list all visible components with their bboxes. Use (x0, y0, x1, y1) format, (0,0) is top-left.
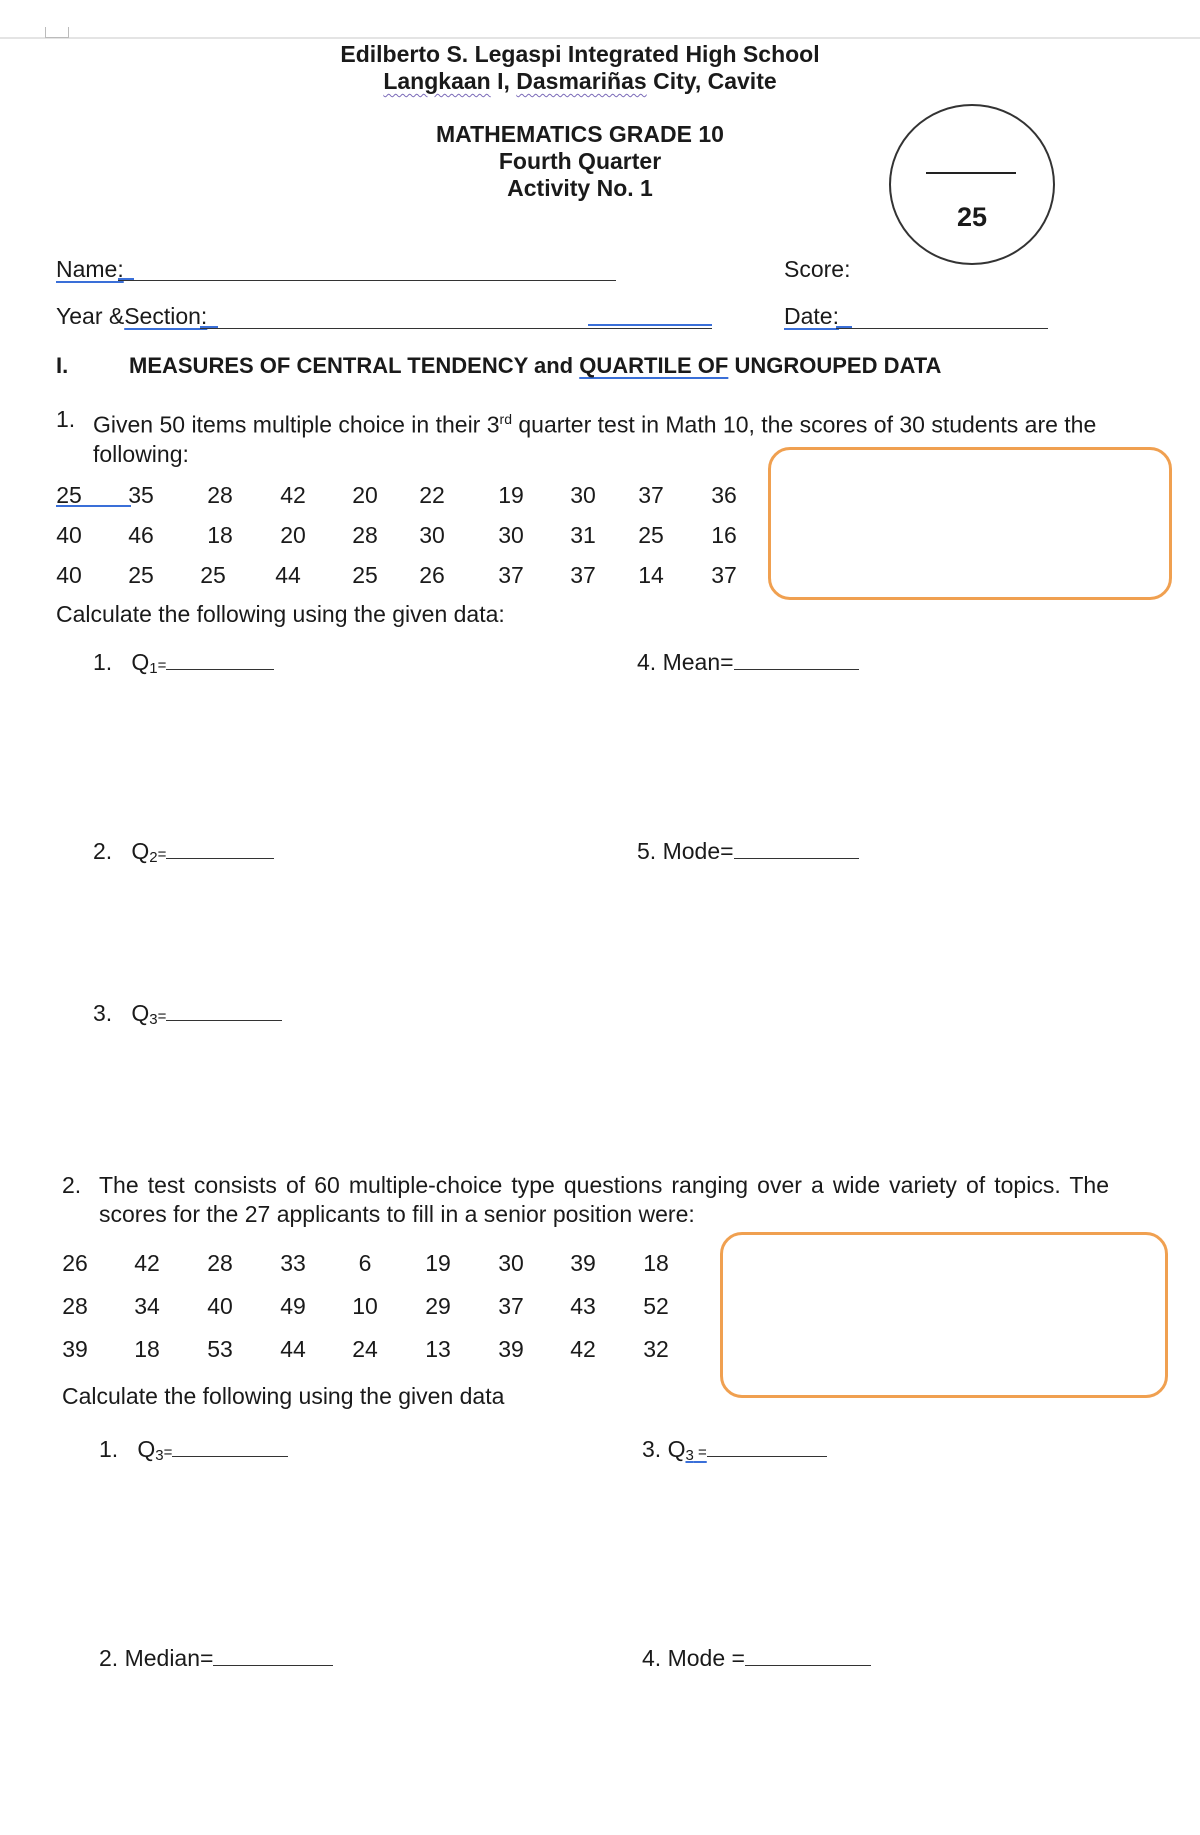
p1-q2-item: 2. $Q_2=$ (93, 838, 274, 866)
score-blank-line (926, 172, 1016, 174)
first-cell-underline (56, 505, 131, 507)
table-cell: 28 (207, 482, 233, 508)
p1-mode-answer-blank[interactable] (734, 858, 859, 859)
table-cell: 37 (711, 562, 737, 588)
table-cell: 37 (498, 1293, 524, 1319)
table-cell: 24 (352, 1336, 378, 1362)
p2-median-answer-blank[interactable] (213, 1665, 333, 1666)
p1-q3-answer-blank[interactable] (166, 1020, 282, 1021)
year-section-label: Year &Section: (56, 303, 208, 329)
table-cell: 31 (570, 522, 596, 548)
p2-q3-answer-blank-1[interactable] (172, 1456, 288, 1457)
table-cell: 40 (56, 522, 82, 548)
p1-mean-item: 4. Mean= (637, 649, 859, 676)
problem2-text-line1: The test consists of 60 multiple-choice type questions ranging over a wide variety of topics. The (99, 1172, 1109, 1198)
table-cell: 20 (280, 522, 306, 548)
table-cell: 49 (280, 1293, 306, 1319)
problem2-answer-box[interactable] (720, 1232, 1168, 1398)
table-cell: 37 (498, 562, 524, 588)
problem1-instruction: Calculate the following using the given data: (56, 601, 505, 627)
school-name: Edilberto S. Legaspi Integrated High School (340, 41, 820, 67)
table-cell: 42 (280, 482, 306, 508)
p1-q1-item: 1. $Q_1=$ (93, 649, 274, 677)
address-part-4: City, Cavite (646, 68, 777, 94)
p1-mode-item: 5. Mode= (637, 838, 859, 865)
problem2-number: 2. (62, 1172, 82, 1198)
table-cell: 40 (56, 562, 82, 588)
table-cell: 25 (200, 562, 226, 588)
activity-title: Activity No. 1 (507, 175, 653, 201)
table-cell: 25 (128, 562, 154, 588)
table-cell: 18 (643, 1250, 669, 1276)
date-label: Date: (784, 303, 839, 329)
table-cell: 28 (62, 1293, 88, 1319)
p2-median-item: 2. Median= (99, 1645, 333, 1672)
p1-mean-answer-blank[interactable] (734, 669, 859, 670)
table-cell: 30 (498, 1250, 524, 1276)
table-cell: 25 (56, 482, 82, 508)
name-underline-accent (118, 278, 134, 280)
p2-q3-item-3: 3. $Q_3$ = (642, 1436, 827, 1464)
section-roman: I. (56, 353, 69, 378)
subject-title: MATHEMATICS GRADE 10 (436, 121, 724, 147)
table-cell: 18 (207, 522, 233, 548)
name-label: Name: (56, 256, 124, 282)
table-cell: 39 (498, 1336, 524, 1362)
year-underline-accent-2 (588, 324, 712, 326)
date-field[interactable] (836, 328, 1048, 329)
page-top-border (0, 37, 1200, 39)
p1-q2-answer-blank[interactable] (166, 858, 274, 859)
table-cell: 44 (280, 1336, 306, 1362)
table-cell: 40 (207, 1293, 233, 1319)
table-cell: 25 (638, 522, 664, 548)
table-cell: 29 (425, 1293, 451, 1319)
table-cell: 16 (711, 522, 737, 548)
p2-q3-answer-blank-3[interactable] (707, 1456, 827, 1457)
problem1-number: 1. (56, 406, 76, 432)
name-field[interactable] (118, 280, 616, 281)
table-cell: 32 (643, 1336, 669, 1362)
table-cell: 37 (570, 562, 596, 588)
problem1-data-table (0, 478, 760, 598)
table-cell: 19 (498, 482, 524, 508)
table-cell: 39 (570, 1250, 596, 1276)
table-cell: 10 (352, 1293, 378, 1319)
table-cell: 30 (498, 522, 524, 548)
p2-mode-item: 4. Mode = (642, 1645, 871, 1672)
table-cell: 28 (352, 522, 378, 548)
quarter-title: Fourth Quarter (498, 148, 662, 174)
date-underline-accent (836, 326, 852, 328)
table-cell: 43 (570, 1293, 596, 1319)
table-cell: 42 (570, 1336, 596, 1362)
address-part-3: Dasmariñas (516, 68, 647, 94)
score-circle (889, 104, 1055, 265)
p1-q3-item: 3. $Q_3=$ (93, 1000, 282, 1028)
p1-q1-answer-blank[interactable] (166, 669, 274, 670)
table-cell: 37 (638, 482, 664, 508)
page-corner-mark (45, 27, 69, 38)
table-cell: 25 (352, 562, 378, 588)
table-cell: 35 (128, 482, 154, 508)
table-cell: 42 (134, 1250, 160, 1276)
address-part-2: I, (490, 68, 517, 94)
table-cell: 19 (425, 1250, 451, 1276)
table-cell: 36 (711, 482, 737, 508)
p2-q3-item-1: 1. $Q_3=$ (99, 1436, 288, 1464)
year-underline-accent (200, 326, 218, 328)
table-cell: 14 (638, 562, 664, 588)
table-cell: 44 (275, 562, 301, 588)
table-cell: 13 (425, 1336, 451, 1362)
problem2-data-table (0, 1250, 720, 1380)
table-cell: 46 (128, 522, 154, 548)
score-total: 25 (956, 202, 988, 232)
problem1-text: Given 50 items multiple choice in their 3rd quarter test in Math 10, the scores of 30 students are the following: (93, 411, 1097, 467)
table-cell: 20 (352, 482, 378, 508)
table-cell: 6 (358, 1250, 372, 1276)
table-cell: 30 (419, 522, 445, 548)
p2-mode-answer-blank[interactable] (745, 1665, 871, 1666)
table-cell: 26 (419, 562, 445, 588)
problem2-instruction: Calculate the following using the given data (62, 1383, 505, 1409)
year-section-field[interactable] (200, 328, 712, 329)
problem1-answer-box[interactable] (768, 447, 1172, 600)
table-cell: 53 (207, 1336, 233, 1362)
table-cell: 39 (62, 1336, 88, 1362)
problem2-text-line2: scores for the 27 applicants to fill in a senior position were: (99, 1201, 695, 1227)
table-cell: 34 (134, 1293, 160, 1319)
section-title: MEASURES OF CENTRAL TENDENCY and QUARTILE OF UNGROUPED DATA (129, 353, 942, 378)
table-cell: 28 (207, 1250, 233, 1276)
score-label: Score: (784, 256, 851, 282)
table-cell: 30 (570, 482, 596, 508)
table-cell: 33 (280, 1250, 306, 1276)
school-address (0, 68, 1160, 95)
table-cell: 26 (62, 1250, 88, 1276)
table-cell: 18 (134, 1336, 160, 1362)
table-cell: 52 (643, 1293, 669, 1319)
address-part-1: Langkaan (383, 68, 491, 94)
table-cell: 22 (419, 482, 445, 508)
